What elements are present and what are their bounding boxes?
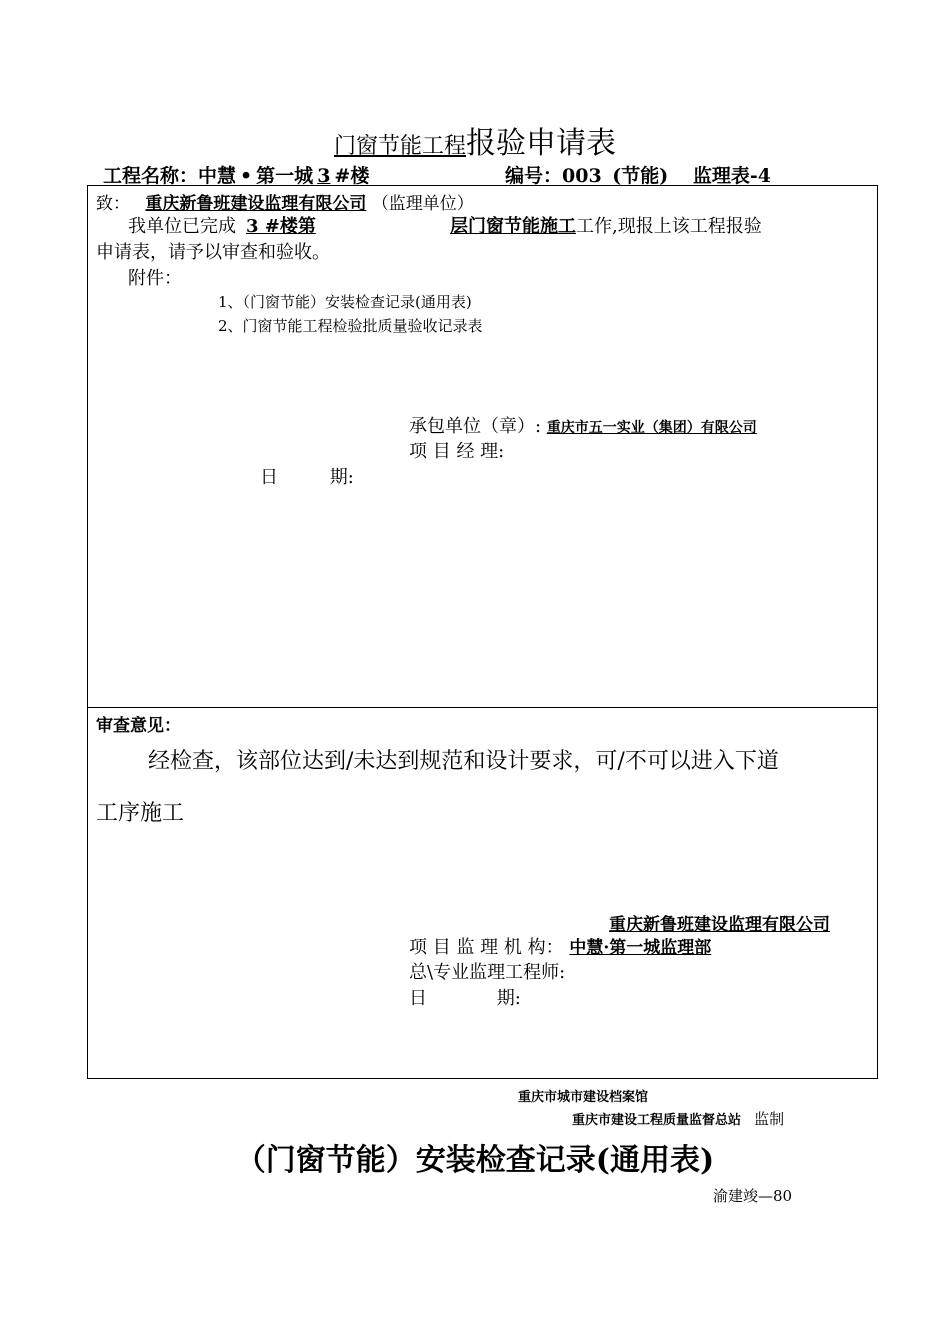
engineer-label: 总\专业监理工程师: [409, 962, 566, 983]
org-label: 项 目 监 理 机 构： [409, 937, 564, 958]
supervision-line [572, 1108, 784, 1129]
project-label: 工程名称：中慧 [103, 165, 237, 187]
project-name-line [103, 161, 369, 188]
date-label-day: 日 [260, 467, 278, 488]
contractor-label: 承包单位（章）: [409, 416, 542, 437]
contractor-name: 重庆市五一实业（集团）有限公司 [546, 420, 757, 436]
supervise-label: 监制 [754, 1110, 785, 1128]
section-divider [87, 707, 878, 708]
to-line [96, 189, 474, 214]
application-date [260, 463, 354, 489]
title-small-part: 门窗节能工程 [333, 134, 466, 159]
body-item: 层门窗节能施工 [450, 216, 576, 237]
body-line-1 [128, 212, 762, 238]
body-prefix: 我单位已完成 [128, 216, 236, 237]
body-suffix: 工作,现报上该工程报验 [576, 216, 762, 237]
attachment-1: 1、（门窗节能）安装检查记录(通用表) [218, 293, 472, 311]
form-code: 监理表-4 [692, 165, 772, 187]
review-opinion-line-1: 经检查，该部位达到/未达到规范和设计要求，可/不可以进入下道 [148, 749, 779, 774]
review-date-day: 日 [409, 988, 427, 1009]
code-line [505, 161, 771, 188]
next-form-title: （门窗节能）安装检查记录(通用表) [235, 1143, 715, 1178]
supervisor-company: 重庆新鲁班建设监理有限公司 [609, 915, 830, 935]
attachment-2: 2、门窗节能工程检验批质量验收记录表 [218, 317, 483, 335]
manager-label: 项 目 经 理: [409, 441, 505, 462]
org-name: 中慧·第一城监理部 [569, 938, 712, 958]
code-label: 编号：003 [505, 165, 602, 187]
document-title [0, 118, 950, 162]
review-date [409, 984, 521, 1010]
building-suffix: #楼 [334, 165, 370, 187]
station-name: 重庆市建设工程质量监督总站 [572, 1113, 742, 1128]
title-large-part: 报验申请表 [466, 126, 616, 161]
to-label: 致： [96, 194, 130, 214]
attachments-label: 附件： [128, 268, 182, 289]
review-date-period: 期: [496, 988, 521, 1009]
contractor-line [409, 412, 757, 438]
project-rest: 第一城 [256, 165, 314, 187]
review-opinion-line-2: 工序施工 [96, 801, 185, 826]
code-type: (节能) [612, 165, 669, 187]
org-line [409, 933, 711, 959]
building-number: 3 [317, 165, 331, 187]
archive-name: 重庆市城市建设档案馆 [518, 1090, 649, 1105]
to-company: 重庆新鲁班建设监理有限公司 [145, 194, 367, 214]
to-role: （监理单位） [371, 194, 474, 214]
review-title: 审查意见： [96, 716, 181, 736]
project-dot: • [240, 165, 253, 187]
next-form-code: 渝建竣—80 [713, 1187, 793, 1205]
date-label-period: 期: [329, 467, 354, 488]
body-line-2: 申请表，请予以审查和验收。 [96, 242, 330, 263]
body-building: 3 #楼第 [246, 216, 316, 237]
